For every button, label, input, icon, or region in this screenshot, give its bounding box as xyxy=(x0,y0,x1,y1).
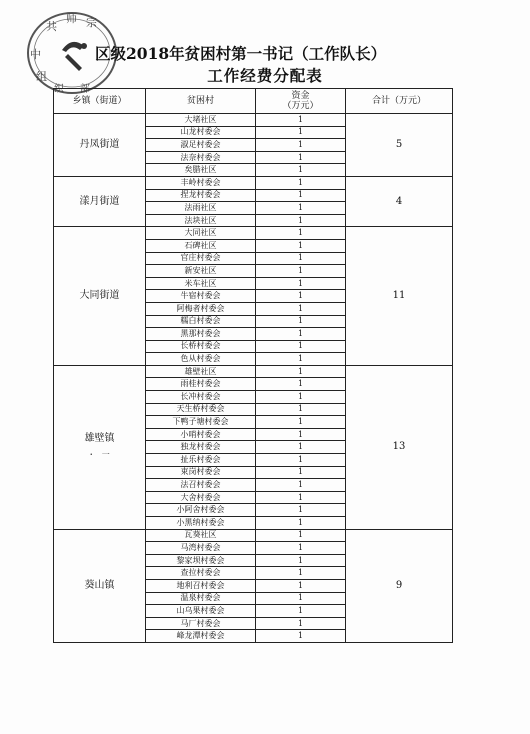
village-cell: 矣腊社区 xyxy=(146,164,256,177)
svg-text:部: 部 xyxy=(80,84,90,95)
column-header-township: 乡镇（街道） xyxy=(54,89,146,114)
township-cell xyxy=(54,529,146,642)
township-name: 大同街道 xyxy=(79,290,120,302)
group-total-cell: 4 xyxy=(346,176,453,226)
village-cell: 山乌果村委会 xyxy=(146,605,256,618)
group-total-cell: 11 xyxy=(346,227,453,366)
fund-cell: 1 xyxy=(256,416,346,429)
table-row xyxy=(54,114,453,127)
village-cell: 官庄村委会 xyxy=(146,252,256,265)
village-cell: 温泉村委会 xyxy=(146,592,256,605)
fund-cell: 1 xyxy=(256,315,346,328)
fund-cell: 1 xyxy=(256,630,346,643)
fund-cell: 1 xyxy=(256,239,346,252)
township-name: 丹凤街道 xyxy=(79,138,120,150)
fund-cell: 1 xyxy=(256,605,346,618)
svg-text:中: 中 xyxy=(30,48,41,61)
fund-cell: 1 xyxy=(256,391,346,404)
fund-cell: 1 xyxy=(256,252,346,265)
village-cell: 马湾村委会 xyxy=(146,542,256,555)
fund-cell: 1 xyxy=(256,151,346,164)
table-row xyxy=(54,365,453,378)
village-cell: 下鸭子塘村委会 xyxy=(146,416,256,429)
column-header-fund xyxy=(256,89,346,114)
village-cell: 大同社区 xyxy=(146,227,256,240)
village-cell: 查拉村委会 xyxy=(146,567,256,580)
fund-cell: 1 xyxy=(256,428,346,441)
document-title: 区级2018年贫困村第一书记（工作队长） xyxy=(95,44,387,63)
village-cell: 小黑纳村委会 xyxy=(146,517,256,530)
township-cell xyxy=(54,176,146,226)
township-name: 漾月街道 xyxy=(79,195,120,207)
column-header-fund-label: 资金 xyxy=(291,91,310,101)
fund-cell: 1 xyxy=(256,567,346,580)
column-header-fund-unit: （万元） xyxy=(282,101,319,111)
fund-cell: 1 xyxy=(256,189,346,202)
fund-cell: 1 xyxy=(256,265,346,278)
fund-cell: 1 xyxy=(256,491,346,504)
village-cell: 法召村委会 xyxy=(146,479,256,492)
township-cell xyxy=(54,365,146,529)
village-cell: 色从村委会 xyxy=(146,353,256,366)
village-cell: 雨桂村委会 xyxy=(146,378,256,391)
village-cell: 长桥村委会 xyxy=(146,340,256,353)
fund-cell: 1 xyxy=(256,353,346,366)
group-total-cell: 9 xyxy=(346,529,453,642)
fund-cell: 1 xyxy=(256,227,346,240)
village-cell: 峰龙潭村委会 xyxy=(146,630,256,643)
village-cell: 小哨村委会 xyxy=(146,428,256,441)
group-total-cell: 13 xyxy=(346,365,453,529)
village-cell: 米车社区 xyxy=(146,277,256,290)
group-total-cell: 5 xyxy=(346,114,453,177)
township-name: 葵山镇 xyxy=(84,579,115,591)
fund-allocation-table xyxy=(53,88,453,643)
fund-cell: 1 xyxy=(256,176,346,189)
village-cell: 牛宿村委会 xyxy=(146,290,256,303)
village-cell: 大舍村委会 xyxy=(146,491,256,504)
fund-cell: 1 xyxy=(256,579,346,592)
fund-cell: 1 xyxy=(256,529,346,542)
fund-cell: 1 xyxy=(256,454,346,467)
village-cell: 山龙村委会 xyxy=(146,126,256,139)
village-cell: 糯白村委会 xyxy=(146,315,256,328)
township-cell xyxy=(54,114,146,177)
village-cell: 马厂村委会 xyxy=(146,617,256,630)
village-cell: 扯乐村委会 xyxy=(146,454,256,467)
village-cell: 丰岭村委会 xyxy=(146,176,256,189)
fund-cell: 1 xyxy=(256,277,346,290)
village-cell: 束岗村委会 xyxy=(146,466,256,479)
table-row xyxy=(54,529,453,542)
fund-cell: 1 xyxy=(256,479,346,492)
fund-cell: 1 xyxy=(256,164,346,177)
village-cell: 淑足村委会 xyxy=(146,139,256,152)
village-cell: 石碑社区 xyxy=(146,239,256,252)
document-subtitle: 工作经费分配表 xyxy=(207,66,323,85)
table-row xyxy=(54,227,453,240)
village-cell: 雄壁社区 xyxy=(146,365,256,378)
table-body xyxy=(54,114,453,643)
village-cell: 法雨社区 xyxy=(146,202,256,215)
fund-cell: 1 xyxy=(256,403,346,416)
village-cell: 黑那村委会 xyxy=(146,328,256,341)
fund-cell: 1 xyxy=(256,517,346,530)
village-cell: 独龙村委会 xyxy=(146,441,256,454)
fund-cell: 1 xyxy=(256,114,346,127)
village-cell: 新安社区 xyxy=(146,265,256,278)
fund-cell: 1 xyxy=(256,466,346,479)
township-cell xyxy=(54,227,146,366)
svg-text:组: 组 xyxy=(36,70,47,83)
svg-text:共: 共 xyxy=(46,20,57,33)
fund-cell: 1 xyxy=(256,542,346,555)
village-cell: 阿梅者村委会 xyxy=(146,302,256,315)
fund-cell: 1 xyxy=(256,126,346,139)
fund-cell: 1 xyxy=(256,202,346,215)
fund-cell: 1 xyxy=(256,290,346,303)
fund-cell: 1 xyxy=(256,340,346,353)
village-cell: 法块社区 xyxy=(146,214,256,227)
fund-cell: 1 xyxy=(256,139,346,152)
township-handwritten-mark: ・ 一 xyxy=(87,450,112,460)
svg-text:师: 师 xyxy=(66,12,77,25)
village-cell: 长冲村委会 xyxy=(146,391,256,404)
fund-cell: 1 xyxy=(256,617,346,630)
column-header-village: 贫困村 xyxy=(146,89,256,114)
village-cell: 小阿舍村委会 xyxy=(146,504,256,517)
fund-cell: 1 xyxy=(256,328,346,341)
village-cell: 大堵社区 xyxy=(146,114,256,127)
village-cell: 瓦葵社区 xyxy=(146,529,256,542)
village-cell: 天生桥村委会 xyxy=(146,403,256,416)
village-cell: 捏龙村委会 xyxy=(146,189,256,202)
fund-cell: 1 xyxy=(256,504,346,517)
table-row xyxy=(54,176,453,189)
fund-cell: 1 xyxy=(256,554,346,567)
column-header-total: 合计（万元） xyxy=(346,89,453,114)
svg-text:织: 织 xyxy=(54,84,64,95)
fund-cell: 1 xyxy=(256,441,346,454)
svg-text:宗: 宗 xyxy=(86,16,97,29)
village-cell: 地利召村委会 xyxy=(146,579,256,592)
village-cell: 黎家坝村委会 xyxy=(146,554,256,567)
fund-cell: 1 xyxy=(256,378,346,391)
village-cell: 法奈村委会 xyxy=(146,151,256,164)
fund-cell: 1 xyxy=(256,302,346,315)
fund-cell: 1 xyxy=(256,592,346,605)
township-name: 雄壁镇 xyxy=(84,433,115,445)
fund-cell: 1 xyxy=(256,365,346,378)
table-header-row xyxy=(54,89,453,114)
fund-cell: 1 xyxy=(256,214,346,227)
